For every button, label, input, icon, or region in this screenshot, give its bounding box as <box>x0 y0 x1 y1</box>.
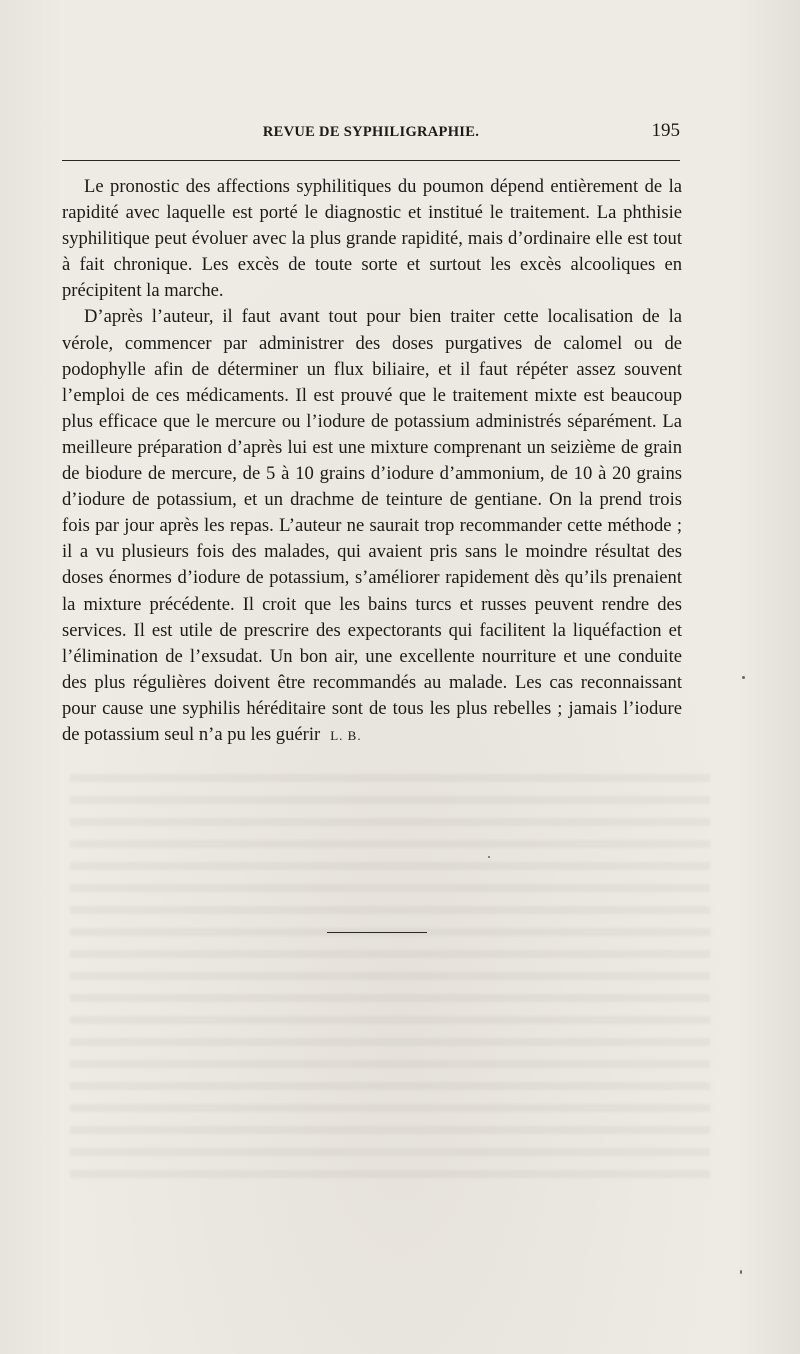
author-signature: L. B. <box>330 727 362 743</box>
paper-speck <box>742 676 745 679</box>
paragraph-prognosis: Le pronostic des affections syphilitiques du poumon dépend entièrement de la rapidité avec laquelle est porté le diagnostic et institué le traitement. La phthisie syphilitique peut évoluer avec la plus grande rapidité, mais d’ordinaire elle est tout à fait chronique. Les excès de toute sorte et surtout les excès alcooliques en précipitent la marche. <box>62 176 682 302</box>
page-header <box>62 120 680 150</box>
section-end-rule <box>327 932 427 933</box>
paper-speck <box>740 1270 742 1274</box>
bleed-through-shadow <box>70 760 710 1180</box>
paragraph-treatment-text: D’après l’auteur, il faut avant tout pour bien traiter cette localisation de la vérole, commencer par administrer des doses purgatives de calomel ou de podophylle afin de déterminer un flux biliaire, et il faut répéter assez souvent l’emploi de ces médicaments. Il est prouvé que le traitement mixte est beaucoup plus efficace que le mercure ou l’iodure de potassium administrés séparément. La meilleure préparation d’après lui est une mixture comprenant un seizième de grain de biodure de mercure, de 5 à 10 grains d’iodure d’ammonium, de 10 à 20 grains d’iodure de potassium, et un drachme de teinture de gentiane. On la prend trois fois par jour après les repas. L’auteur ne saurait trop recommander cette méthode ; il a vu plusieurs fois des malades, qui avaient pris sans le moindre résultat des doses énormes d’iodure de potassium, s’améliorer rapidement dès qu’ils prenaient la mixture précédente. Il croit que les bains turcs et russes peuvent rendre des services. Il est utile de prescrire des expectorants qui facilitent la liquéfaction et l’élimination de l’exsudat. Un bon air, une excellente nourriture et une conduite des plus régulières doivent être recommandés au malade. Les cas reconnaissant pour cause une syphilis héréditaire sont de tous les plus rebelles ; jamais l’iodure de potassium seul n’a pu les guérir <box>62 306 682 745</box>
paragraph-treatment <box>62 304 682 749</box>
paper-speck <box>488 856 490 858</box>
page-number: 195 <box>651 120 680 141</box>
running-title: REVUE DE SYPHILIGRAPHIE. <box>262 124 480 140</box>
article-body <box>62 174 682 749</box>
header-rule <box>62 160 680 161</box>
